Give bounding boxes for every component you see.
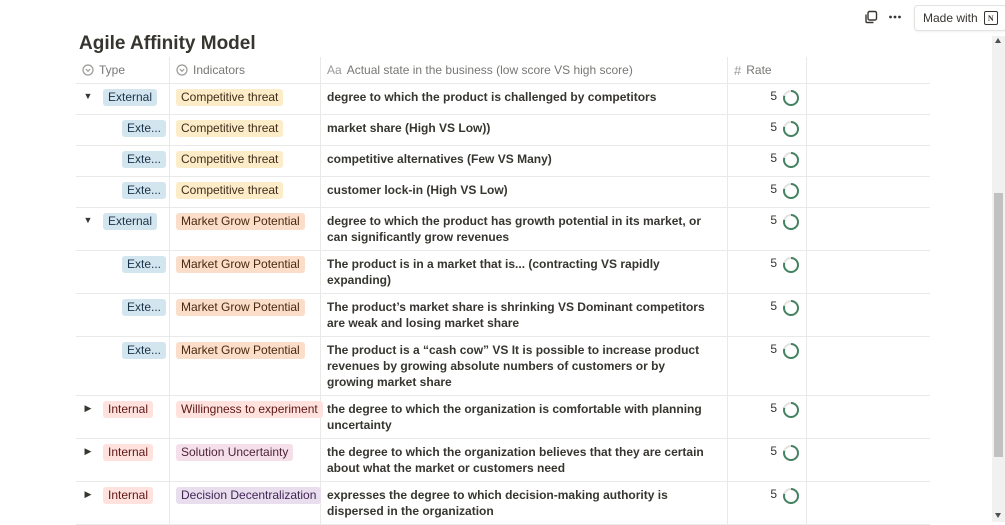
column-header-actual-state-label: Actual state in the business (low score VS high score) <box>346 63 633 77</box>
copy-icon[interactable] <box>860 6 882 28</box>
rate-cell[interactable] <box>728 337 807 395</box>
rate-cell[interactable] <box>728 396 807 438</box>
indicator-tag: Market Grow Potential <box>176 299 305 316</box>
empty-cell <box>807 439 930 481</box>
type-tag: External <box>103 213 157 230</box>
rate-cell[interactable] <box>728 115 807 145</box>
table-row[interactable] <box>76 177 930 208</box>
actual-state-cell[interactable]: the degree to which the organization is comfortable with planning uncertainty <box>321 396 728 438</box>
rate-cell[interactable] <box>728 294 807 336</box>
progress-ring-icon <box>782 213 800 231</box>
made-with-button[interactable] <box>914 5 1005 31</box>
table-row[interactable] <box>76 115 930 146</box>
rate-value: 5 <box>770 342 777 356</box>
empty-cell <box>807 482 930 524</box>
rate-cell[interactable] <box>728 146 807 176</box>
indicator-cell[interactable] <box>170 337 321 395</box>
type-tag: Exte... <box>122 299 166 316</box>
rate-cell[interactable] <box>728 251 807 293</box>
rate-cell[interactable] <box>728 208 807 250</box>
table-row[interactable] <box>76 208 930 251</box>
made-with-label: Made with <box>923 11 978 25</box>
type-cell[interactable] <box>76 294 170 336</box>
column-header-type-label: Type <box>99 63 126 77</box>
page-title: Agile Affinity Model <box>79 33 256 54</box>
type-tag: External <box>103 89 157 106</box>
type-cell[interactable] <box>76 396 170 438</box>
indicator-cell[interactable] <box>170 482 321 524</box>
column-header-empty <box>807 57 930 83</box>
type-cell[interactable] <box>76 115 170 145</box>
table-row[interactable] <box>76 294 930 337</box>
toggle-expanded-icon[interactable]: ▼ <box>83 91 93 101</box>
rate-value: 5 <box>770 256 777 270</box>
actual-state-cell[interactable]: the degree to which the organization believes that they are certain about what the market or customers need <box>321 439 728 481</box>
type-cell[interactable] <box>76 177 170 207</box>
column-header-rate[interactable] <box>728 57 807 83</box>
actual-state-cell[interactable]: customer lock-in (High VS Low) <box>321 177 728 207</box>
empty-cell <box>807 337 930 395</box>
type-cell[interactable] <box>76 208 170 250</box>
type-tag: Exte... <box>122 182 166 199</box>
indicator-cell[interactable] <box>170 208 321 250</box>
rate-value: 5 <box>770 151 777 165</box>
indicator-cell[interactable] <box>170 251 321 293</box>
number-property-icon: # <box>734 62 742 78</box>
actual-state-cell[interactable]: degree to which the product is challenged by competitors <box>321 84 728 114</box>
actual-state-cell[interactable]: The product is a “cash cow” VS It is possible to increase product revenues by growing absolute numbers of customers or by growing market share <box>321 337 728 395</box>
type-cell[interactable] <box>76 482 170 524</box>
type-cell[interactable] <box>76 439 170 481</box>
table-row[interactable] <box>76 146 930 177</box>
progress-ring-icon <box>782 151 800 169</box>
rate-cell[interactable] <box>728 84 807 114</box>
empty-cell <box>807 208 930 250</box>
toggle-expanded-icon[interactable]: ▼ <box>83 215 93 225</box>
table-row[interactable] <box>76 337 930 396</box>
empty-cell <box>807 251 930 293</box>
database-table <box>76 57 930 525</box>
indicator-cell[interactable] <box>170 294 321 336</box>
indicator-tag: Market Grow Potential <box>176 342 305 359</box>
type-tag: Exte... <box>122 342 166 359</box>
table-row[interactable] <box>76 439 930 482</box>
indicator-tag: Market Grow Potential <box>176 256 305 273</box>
indicator-cell[interactable] <box>170 177 321 207</box>
scroll-down-arrow-icon[interactable] <box>995 513 1001 518</box>
empty-cell <box>807 84 930 114</box>
rate-cell[interactable] <box>728 177 807 207</box>
empty-cell <box>807 115 930 145</box>
table-row[interactable] <box>76 84 930 115</box>
column-header-rate-label: Rate <box>746 63 772 77</box>
notion-logo-icon: N <box>984 11 998 25</box>
indicator-tag: Competitive threat <box>176 120 283 137</box>
rate-value: 5 <box>770 89 777 103</box>
rate-value: 5 <box>770 487 777 501</box>
indicator-tag: Competitive threat <box>176 89 283 106</box>
actual-state-cell[interactable]: The product’s market share is shrinking VS Dominant competitors are weak and losing market share <box>321 294 728 336</box>
actual-state-cell[interactable]: competitive alternatives (Few VS Many) <box>321 146 728 176</box>
progress-ring-icon <box>782 299 800 317</box>
progress-ring-icon <box>782 401 800 419</box>
toggle-collapsed-icon[interactable]: ▶ <box>84 488 92 499</box>
progress-ring-icon <box>782 444 800 462</box>
actual-state-cell[interactable]: The product is in a market that is... (contracting VS rapidly expanding) <box>321 251 728 293</box>
toggle-collapsed-icon[interactable]: ▶ <box>84 402 92 413</box>
indicator-cell[interactable] <box>170 439 321 481</box>
indicator-cell[interactable] <box>170 396 321 438</box>
empty-cell <box>807 146 930 176</box>
indicator-cell[interactable] <box>170 84 321 114</box>
column-header-type[interactable] <box>76 57 170 83</box>
indicator-tag: Willingness to experiment <box>176 401 323 418</box>
progress-ring-icon <box>782 182 800 200</box>
toggle-collapsed-icon[interactable]: ▶ <box>84 445 92 456</box>
table-row[interactable] <box>76 251 930 294</box>
rate-value: 5 <box>770 213 777 227</box>
vertical-scrollbar[interactable] <box>992 36 1005 522</box>
type-tag: Internal <box>103 401 153 418</box>
empty-cell <box>807 294 930 336</box>
indicator-tag: Competitive threat <box>176 151 283 168</box>
select-property-icon <box>176 64 188 76</box>
rate-value: 5 <box>770 444 777 458</box>
type-cell[interactable] <box>76 337 170 395</box>
type-tag: Internal <box>103 444 153 461</box>
actual-state-cell[interactable]: expresses the degree to which decision-making authority is dispersed in the organization <box>321 482 728 524</box>
column-header-indicators[interactable] <box>170 57 321 83</box>
more-icon[interactable] <box>884 6 906 28</box>
rate-value: 5 <box>770 401 777 415</box>
actual-state-cell[interactable]: degree to which the product has growth potential in its market, or can significantly grow revenues <box>321 208 728 250</box>
table-row[interactable] <box>76 482 930 525</box>
progress-ring-icon <box>782 487 800 505</box>
select-property-icon <box>82 64 94 76</box>
progress-ring-icon <box>782 256 800 274</box>
rate-value: 5 <box>770 120 777 134</box>
progress-ring-icon <box>782 342 800 360</box>
rate-cell[interactable] <box>728 482 807 524</box>
indicator-tag: Competitive threat <box>176 182 283 199</box>
type-cell[interactable] <box>76 84 170 114</box>
empty-cell <box>807 177 930 207</box>
empty-cell <box>807 396 930 438</box>
indicator-tag: Decision Decentralization <box>176 487 321 504</box>
indicator-cell[interactable] <box>170 146 321 176</box>
rate-value: 5 <box>770 182 777 196</box>
scrollbar-thumb[interactable] <box>994 193 1003 457</box>
column-header-actual-state[interactable] <box>321 57 728 83</box>
type-tag: Exte... <box>122 256 166 273</box>
table-row[interactable] <box>76 396 930 439</box>
scroll-up-arrow-icon[interactable] <box>995 38 1001 43</box>
top-bar <box>0 0 1005 36</box>
type-cell[interactable] <box>76 251 170 293</box>
rate-cell[interactable] <box>728 439 807 481</box>
progress-ring-icon <box>782 120 800 138</box>
actual-state-cell[interactable]: market share (High VS Low)) <box>321 115 728 145</box>
indicator-cell[interactable] <box>170 115 321 145</box>
type-tag: Exte... <box>122 151 166 168</box>
type-cell[interactable] <box>76 146 170 176</box>
rate-value: 5 <box>770 299 777 313</box>
indicator-tag: Market Grow Potential <box>176 213 305 230</box>
column-header-indicators-label: Indicators <box>193 63 246 77</box>
table-header <box>76 57 930 84</box>
progress-ring-icon <box>782 89 800 107</box>
indicator-tag: Solution Uncertainty <box>176 444 293 461</box>
title-property-icon: Aa <box>327 63 342 77</box>
type-tag: Internal <box>103 487 153 504</box>
type-tag: Exte... <box>122 120 166 137</box>
